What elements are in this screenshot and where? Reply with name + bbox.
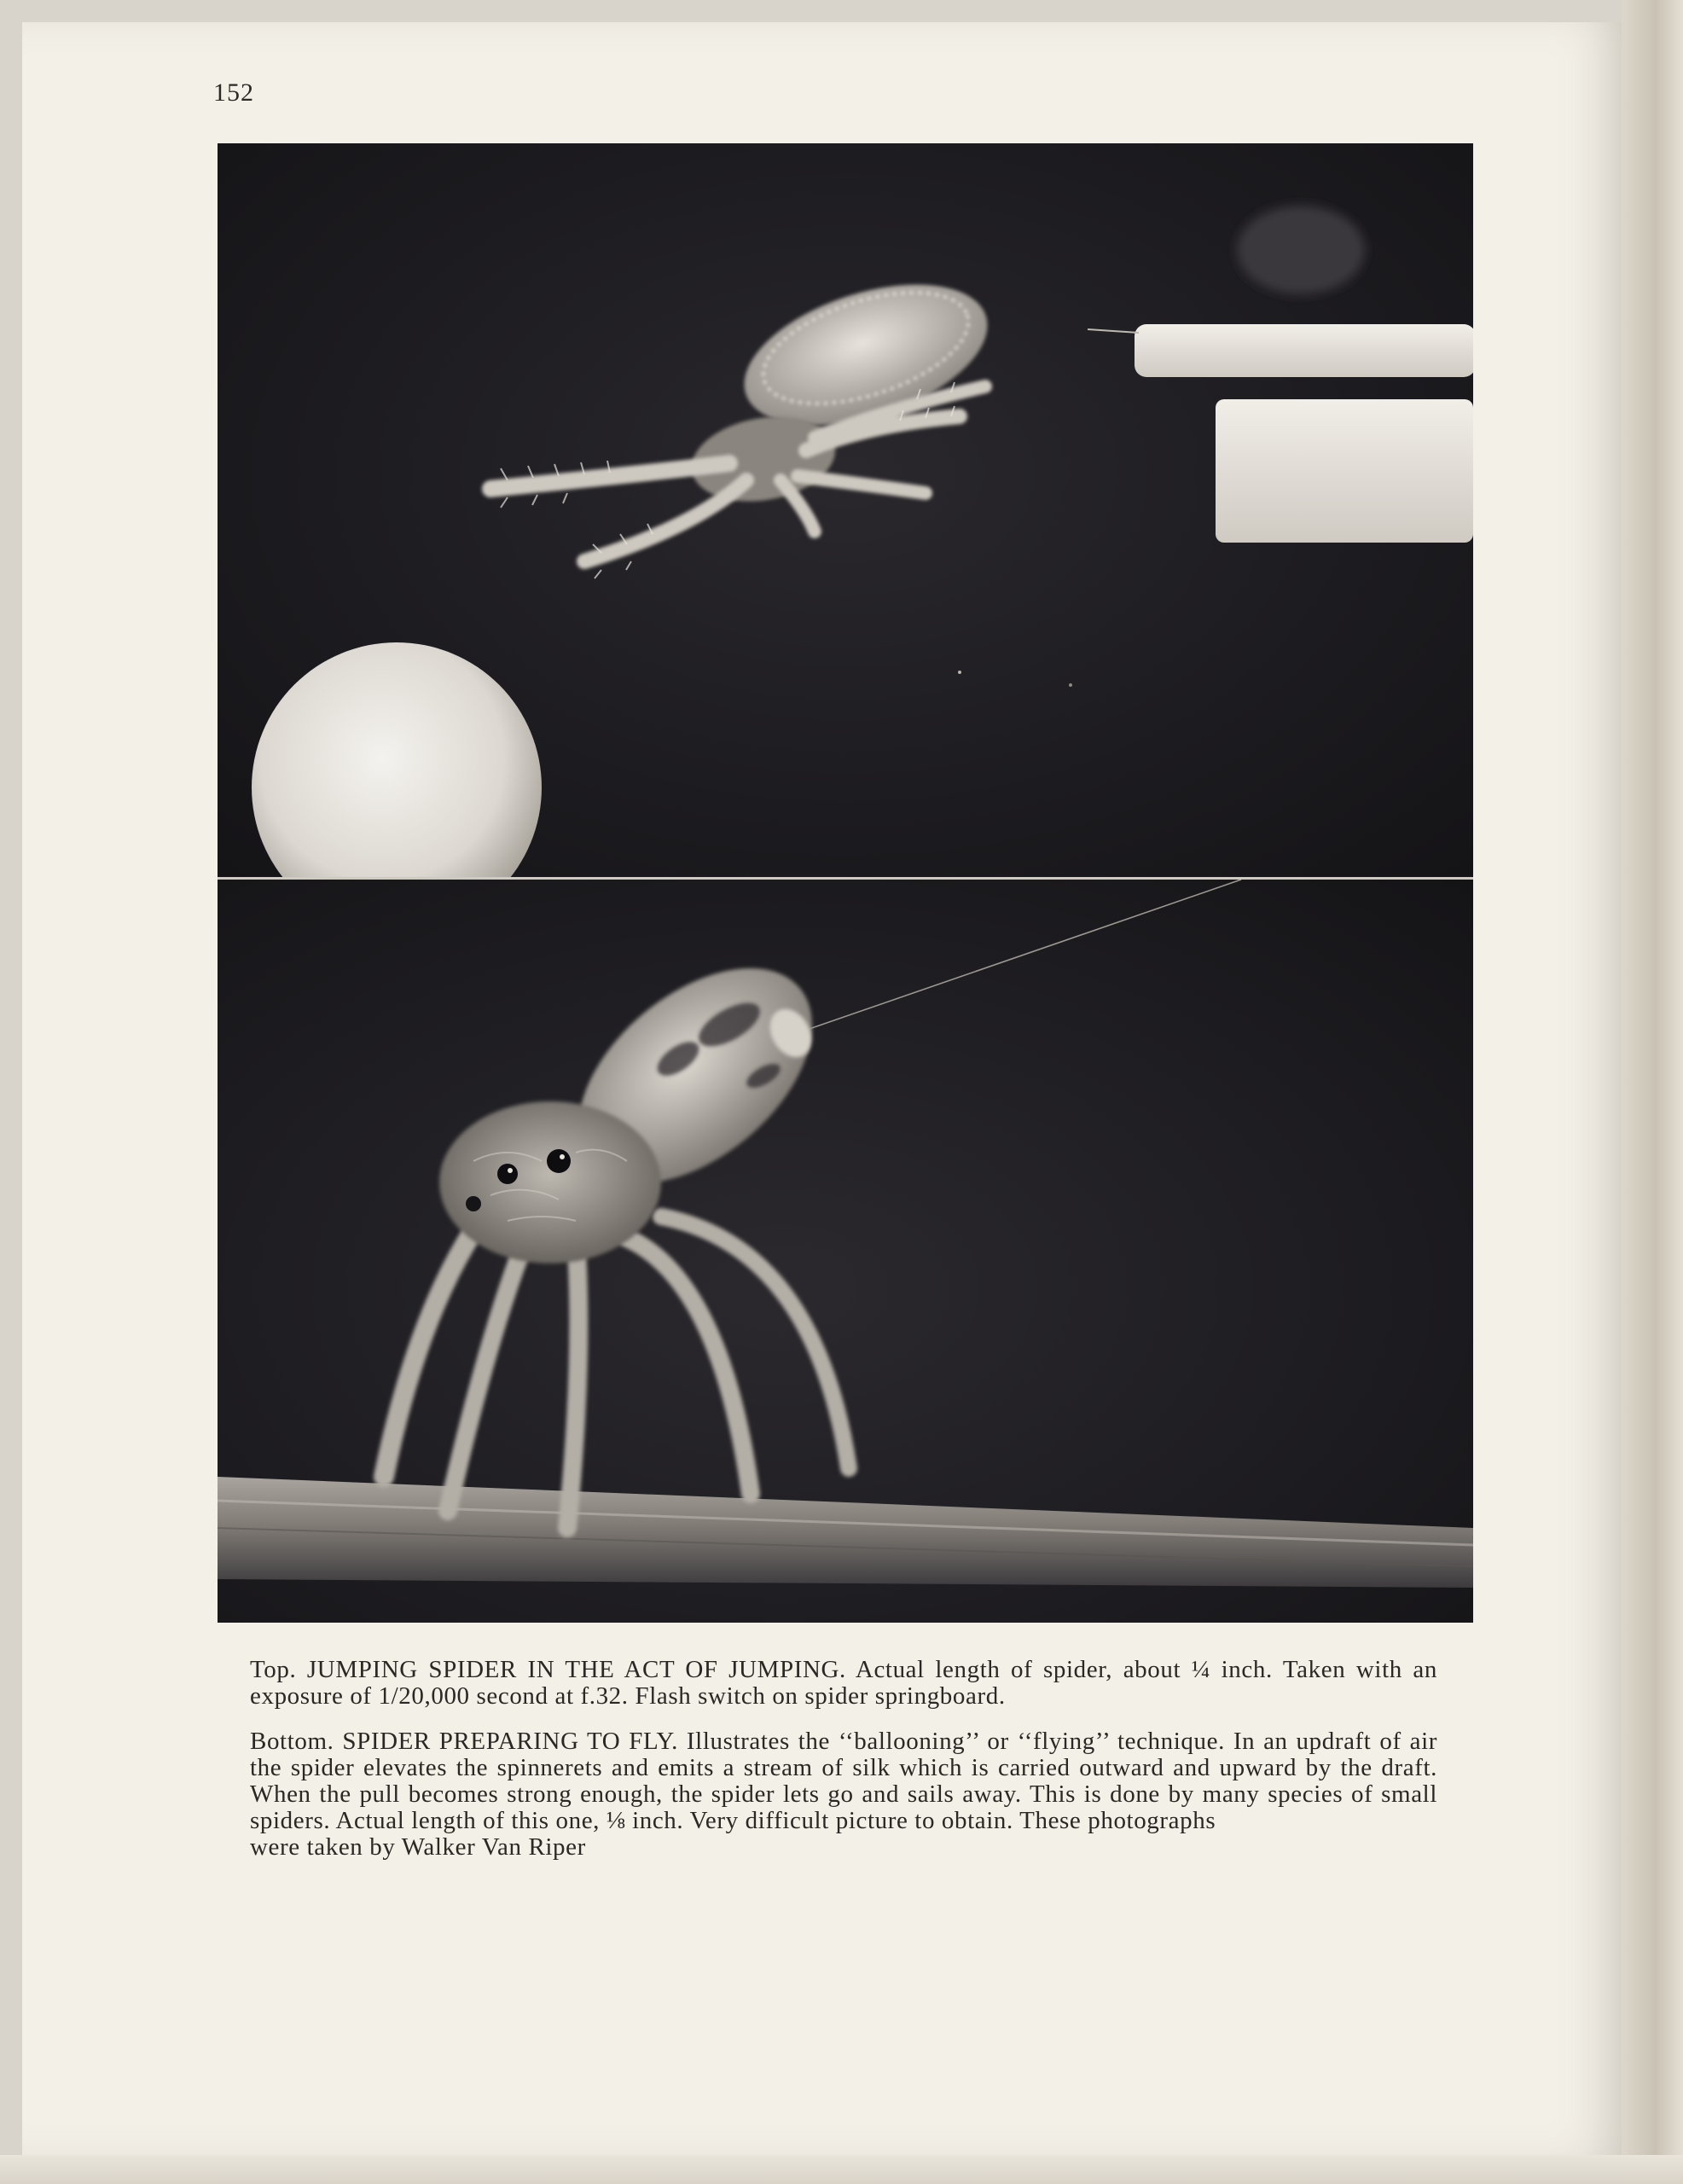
caption-top-lead: Top. bbox=[250, 1656, 297, 1683]
photo-credit: were taken by Walker Van Riper bbox=[250, 1833, 586, 1861]
page-bottom-edge bbox=[0, 2155, 1683, 2184]
jumping-spider-illustration bbox=[218, 143, 1473, 877]
bright-sphere bbox=[252, 642, 542, 877]
spider-eye-right bbox=[547, 1149, 571, 1173]
caption-bottom-title: SPIDER PREPARING TO FLY. bbox=[342, 1728, 679, 1755]
ballooning-spider-illustration bbox=[218, 880, 1473, 1623]
silk-thread bbox=[785, 880, 1241, 1037]
caption-bottom-paragraph bbox=[250, 1728, 1437, 1861]
springboard-upper bbox=[1135, 324, 1473, 377]
spider-eye-left bbox=[497, 1164, 518, 1184]
caption-top-text: Actual length of spider, about ¼ inch. Taken with an exposure of 1/20,000 second at f.32. Flash switch on spider springboard. bbox=[250, 1656, 1437, 1710]
page-number: 152 bbox=[213, 78, 254, 107]
photo-top-jumping-spider bbox=[218, 143, 1473, 877]
caption-bottom-text: Illustrates the ‘‘ballooning’’ or ‘‘flying’’ technique. In an updraft of air the spider elevates the spinnerets and emits a stream of silk which is carried outward and upward by the draft. When the pull becomes strong enough, the spider lets go and sails away. This is done by many species of small spiders. Actual length of this one, ⅛ inch. Very difficult picture to obtain. These photographs bbox=[250, 1728, 1437, 1834]
twig-perch bbox=[218, 1477, 1473, 1588]
photo-plate bbox=[218, 143, 1473, 1623]
figure-caption bbox=[250, 1657, 1437, 1861]
springboard-lower bbox=[1216, 399, 1473, 543]
background-shadow-shape bbox=[1237, 206, 1365, 294]
caption-top-paragraph bbox=[250, 1657, 1437, 1710]
spider-head bbox=[439, 1101, 661, 1263]
photo-bottom-spider-flying bbox=[218, 880, 1473, 1623]
caption-top-title: JUMPING SPIDER IN THE ACT OF JUMPING. bbox=[306, 1656, 846, 1683]
caption-bottom-lead: Bottom. bbox=[250, 1728, 334, 1755]
page-gutter-edge bbox=[1622, 0, 1683, 2184]
